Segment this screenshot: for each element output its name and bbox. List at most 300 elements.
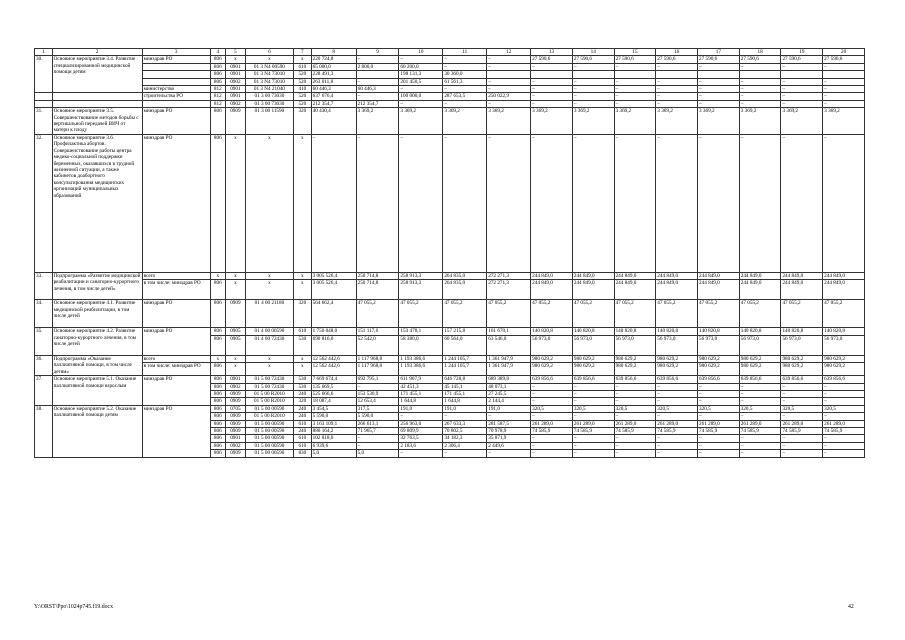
table-cell: 140 820,8	[572, 328, 614, 335]
table-cell: 1 361 947,9	[487, 363, 531, 376]
table-cell: 151 117,6	[356, 328, 399, 335]
table-cell: 3 369,2	[443, 108, 487, 135]
table-cell: 244 849,0	[781, 280, 823, 300]
table-cell: –	[356, 56, 399, 63]
table-cell	[698, 71, 740, 78]
table-cell: в том числе: минздрав РО	[142, 363, 210, 376]
table-cell: –	[531, 86, 573, 93]
table-cell: –	[572, 442, 614, 449]
table-cell: 320,5	[572, 405, 614, 412]
table-cell: –	[399, 450, 443, 457]
table-cell: Основное мероприятие 4.1. Развитие медицинской реабилитации, в том числе детей	[52, 300, 142, 328]
table-cell: 244 849,0	[531, 272, 573, 279]
table-cell: 320,5	[656, 405, 698, 412]
table-cell: 261 289,0	[531, 420, 573, 427]
table-cell: 47 055,2	[698, 300, 740, 328]
header-cell: 4	[210, 49, 225, 56]
table-cell: –	[572, 63, 614, 70]
table-cell: 12 562 442,6	[311, 363, 356, 376]
table-cell: x	[245, 355, 293, 362]
table-cell: 261 289,0	[739, 420, 781, 427]
table-cell: 317,5	[356, 405, 399, 412]
table-cell: 74 585,9	[823, 427, 865, 434]
table-cell: 610	[294, 435, 312, 442]
table-cell: 980 629,2	[656, 355, 698, 362]
table-cell: 74 585,9	[614, 427, 656, 434]
table-cell: 7 669 674,4	[311, 376, 356, 383]
table-cell: 153 478,1	[399, 328, 443, 335]
table-cell: –	[531, 100, 573, 107]
table-cell: –	[823, 450, 865, 457]
table-cell: 320	[294, 300, 312, 328]
table-cell: 140 820,8	[823, 328, 865, 335]
table-cell: –	[531, 383, 573, 390]
header-cell: 13	[531, 49, 573, 56]
table-cell: –	[698, 383, 740, 390]
table-cell: –	[823, 390, 865, 397]
table-cell: –	[656, 413, 698, 420]
table-cell: 01 4 00 72430	[245, 335, 293, 355]
table-cell	[614, 71, 656, 78]
table-cell: 0909	[226, 413, 246, 420]
table-row	[35, 134, 865, 272]
table-cell: x	[294, 272, 312, 279]
table-row	[35, 328, 865, 335]
table-cell: 0909	[226, 300, 246, 328]
table-cell: минздрав РО	[142, 300, 210, 328]
table-cell: –	[698, 93, 740, 100]
table-cell: x	[294, 134, 312, 272]
table-cell: 610	[294, 442, 312, 449]
table-cell: 01 5 00 00590	[245, 405, 293, 412]
header-cell: 6	[245, 49, 293, 56]
table-cell: 520	[294, 100, 312, 107]
table-cell: –	[781, 86, 823, 93]
table-row	[35, 405, 865, 412]
table-cell: 806	[210, 134, 225, 272]
table-cell: –	[656, 78, 698, 85]
table-cell: министерство	[142, 86, 210, 93]
table-cell: 01 3 N4 00590	[245, 63, 293, 70]
table-cell: 0905	[226, 328, 246, 335]
table-cell: 140 820,8	[656, 328, 698, 335]
table-cell: x	[294, 280, 312, 300]
table-cell: –	[698, 63, 740, 70]
table-cell: 212 354,7	[311, 100, 356, 107]
table-cell: 74 585,9	[572, 427, 614, 434]
table-cell: 244 849,0	[656, 280, 698, 300]
table-cell: –	[698, 442, 740, 449]
table-cell: 3 369,2	[656, 108, 698, 135]
table-cell: 244 849,0	[781, 272, 823, 279]
table-cell: 637 676,4	[311, 93, 356, 100]
table-cell	[142, 63, 210, 70]
table-cell: –	[614, 63, 656, 70]
table-cell: 140 820,8	[739, 328, 781, 335]
table-cell: –	[572, 134, 614, 272]
table-cell: 530	[294, 335, 312, 355]
table-cell: –	[739, 86, 781, 93]
table-cell: –	[739, 435, 781, 442]
table-cell: 47 055,2	[443, 300, 487, 328]
table-cell: –	[656, 63, 698, 70]
table-cell: 01 3 00 73030	[245, 93, 293, 100]
table-cell: 71 965,7	[356, 427, 399, 434]
table-cell: 27 590,6	[614, 56, 656, 63]
header-cell: 7	[294, 49, 312, 56]
table-cell: –	[739, 450, 781, 457]
table-cell: –	[531, 442, 573, 449]
table-cell: 244 849,0	[572, 272, 614, 279]
table-cell	[35, 93, 53, 100]
table-cell: –	[739, 442, 781, 449]
table-cell: –	[443, 413, 487, 420]
table-cell: 42 451,3	[399, 383, 443, 390]
file-path-footer: Y:\ORST\Ppo\1024p745.f19.docx	[34, 604, 114, 610]
table-cell: 171 455,1	[399, 390, 443, 397]
table-cell: 611 907,9	[399, 376, 443, 383]
table-cell: 281 587,5	[487, 420, 531, 427]
table-cell: –	[781, 413, 823, 420]
table-cell: 01 5 00 R2010	[245, 390, 293, 397]
table-cell: 56 973,0	[823, 335, 865, 355]
table-cell: –	[572, 450, 614, 457]
table-cell: 1 361 947,9	[487, 355, 531, 362]
table-cell: 267 633,3	[443, 420, 487, 427]
table-cell: в том числе: минздрав РО	[142, 280, 210, 300]
table-cell: 0902	[226, 78, 246, 85]
table-cell: 34 182,3	[443, 435, 487, 442]
table-cell: 3 369,2	[698, 108, 740, 135]
table-cell: –	[614, 413, 656, 420]
table-row	[35, 376, 865, 383]
table-cell: 2 800,0	[356, 63, 399, 70]
table-cell: 3 369,2	[572, 108, 614, 135]
table-cell: 806	[210, 56, 225, 63]
table-cell: –	[656, 93, 698, 100]
table-cell: –	[487, 78, 531, 85]
table-cell: 244 849,0	[614, 272, 656, 279]
table-cell: –	[443, 450, 487, 457]
table-cell: –	[698, 450, 740, 457]
table-cell	[739, 71, 781, 78]
table-cell: 980 629,2	[531, 363, 573, 376]
table-cell: 153 530,9	[356, 390, 399, 397]
table-cell: 220 724,8	[311, 56, 356, 63]
table-cell: –	[614, 450, 656, 457]
table-cell: 610	[294, 328, 312, 335]
table-cell: 806	[210, 398, 225, 405]
table-cell: 240	[294, 427, 312, 434]
table-cell: –	[531, 398, 573, 405]
table-cell: –	[781, 63, 823, 70]
table-cell: 980 629,2	[739, 363, 781, 376]
table-cell: –	[399, 100, 443, 107]
table-cell: –	[781, 390, 823, 397]
table-cell: 140 820,8	[698, 328, 740, 335]
table-cell	[142, 100, 210, 107]
header-cell: 14	[572, 49, 614, 56]
table-cell: –	[572, 93, 614, 100]
table-cell: 27 590,6	[531, 56, 573, 63]
table-cell: 806	[210, 335, 225, 355]
table-cell: 27 590,6	[656, 56, 698, 63]
table-cell: 01 5 00 72430	[245, 383, 293, 390]
table-cell: 812	[210, 86, 225, 93]
table-cell: 3 369,2	[487, 108, 531, 135]
table-cell: 530	[294, 383, 312, 390]
header-cell: 15	[614, 49, 656, 56]
table-cell: 74 585,9	[656, 427, 698, 434]
table-cell: Основное мероприятие 3.6. Профилактика абортов. Совершенствование работы центра медико-социальной поддержки беременных, оказавшихся в трудной жизненной ситуации, а также кабинетов доабортного консультирования медицинских организаций муниципальных образований	[52, 134, 142, 272]
table-row	[35, 272, 865, 279]
table-cell: 244 849,0	[698, 272, 740, 279]
table-cell: 0909	[226, 108, 246, 135]
table-cell: 32.	[35, 134, 53, 272]
table-cell: 806	[210, 71, 225, 78]
table-cell: 980 629,2	[531, 355, 573, 362]
table-body	[35, 49, 865, 458]
table-cell: –	[656, 100, 698, 107]
table-cell: 35 871,9	[487, 435, 531, 442]
table-cell: 0902	[226, 383, 246, 390]
table-cell: 60 446,3	[356, 86, 399, 93]
table-cell: 3 369,2	[739, 108, 781, 135]
table-cell: –	[356, 383, 399, 390]
table-cell: 5 590,0	[356, 413, 399, 420]
table-cell: 47 055,2	[656, 300, 698, 328]
table-cell	[356, 71, 399, 78]
table-cell: –	[399, 86, 443, 93]
table-cell: 31.	[35, 108, 53, 135]
table-cell: –	[656, 398, 698, 405]
table-cell: –	[823, 398, 865, 405]
table-cell: 191,0	[443, 405, 487, 412]
table-cell: 610	[294, 420, 312, 427]
header-cell: 17	[698, 49, 740, 56]
table-row	[35, 93, 865, 100]
table-cell: –	[443, 63, 487, 70]
table-cell: 639 856,6	[781, 376, 823, 383]
table-row	[35, 300, 865, 328]
table-cell: 639 856,6	[572, 376, 614, 383]
table-cell: 689 389,8	[487, 376, 531, 383]
table-cell: 639 856,6	[698, 376, 740, 383]
table-cell: 191,0	[487, 405, 531, 412]
table-cell: –	[781, 100, 823, 107]
table-cell: 74 585,9	[531, 427, 573, 434]
table-cell	[142, 78, 210, 85]
table-cell: 47 055,2	[823, 300, 865, 328]
table-cell: –	[531, 413, 573, 420]
budget-table	[34, 48, 865, 458]
table-cell: 525 666,6	[311, 390, 356, 397]
table-cell: 263 011,8	[311, 78, 356, 85]
table-cell: 410	[294, 86, 312, 93]
table-cell: минздрав РО	[142, 405, 210, 457]
table-cell: 272 271,3	[487, 272, 531, 279]
table-cell: 564 662,4	[311, 300, 356, 328]
table-cell: 38.	[35, 405, 53, 457]
table-cell: –	[572, 398, 614, 405]
table-cell: –	[443, 86, 487, 93]
table-cell: x	[245, 363, 293, 376]
table-cell: 01 5 00 72430	[245, 376, 293, 383]
table-cell: 01 5 00 00590	[245, 420, 293, 427]
table-cell: 56 973,0	[614, 335, 656, 355]
table-cell: –	[781, 398, 823, 405]
table-cell: –	[823, 413, 865, 420]
header-cell: 8	[311, 49, 356, 56]
table-cell: 806	[210, 420, 225, 427]
table-cell: 240	[294, 413, 312, 420]
table-cell: 47 055,2	[356, 300, 399, 328]
table-cell: –	[572, 78, 614, 85]
table-cell: –	[739, 63, 781, 70]
table-cell: 240	[294, 405, 312, 412]
table-cell: 320,5	[823, 405, 865, 412]
table-cell: 47 055,2	[739, 300, 781, 328]
table-cell: 240	[294, 390, 312, 397]
table-cell: –	[487, 63, 531, 70]
table-cell: 261 289,0	[823, 420, 865, 427]
table-cell: –	[656, 134, 698, 272]
table-cell: 70 802,5	[443, 427, 487, 434]
header-cell: 19	[781, 49, 823, 56]
table-cell: минздрав РО	[142, 134, 210, 272]
table-cell: –	[656, 390, 698, 397]
table-row	[35, 56, 865, 63]
table-cell: –	[531, 450, 573, 457]
table-cell: Основное мероприятие 5.2. Оказание паллиативной помощи детям	[52, 405, 142, 457]
table-cell: 3 163 109,1	[311, 420, 356, 427]
table-cell: 244 849,0	[698, 280, 740, 300]
table-cell: 63 546,0	[487, 335, 531, 355]
table-cell: –	[823, 63, 865, 70]
budget-table-sheet	[34, 48, 865, 458]
table-cell: –	[572, 435, 614, 442]
table-cell: –	[781, 93, 823, 100]
table-cell: –	[739, 78, 781, 85]
table-cell: 692 795,1	[356, 376, 399, 383]
table-cell: 639 856,6	[656, 376, 698, 383]
table-cell: 0909	[226, 390, 246, 397]
table-cell: –	[399, 56, 443, 63]
table-cell: –	[614, 390, 656, 397]
table-cell: –	[823, 134, 865, 272]
table-cell: 806	[210, 383, 225, 390]
table-cell: 980 629,2	[572, 355, 614, 362]
table-cell: x	[226, 363, 246, 376]
table-cell: –	[823, 442, 865, 449]
table-row	[35, 86, 865, 93]
table-cell: –	[823, 435, 865, 442]
table-cell: минздрав РО	[142, 56, 210, 63]
table-cell: 806	[210, 405, 225, 412]
table-cell: 980 629,2	[614, 363, 656, 376]
table-cell: x	[226, 355, 246, 362]
table-cell: –	[614, 442, 656, 449]
table-cell: 520	[294, 78, 312, 85]
table-cell: 806	[210, 442, 225, 449]
table-cell: –	[443, 100, 487, 107]
table-cell: 1 117 968,8	[356, 355, 399, 362]
table-cell: минздрав РО	[142, 328, 210, 355]
table-cell: 258 913,3	[399, 280, 443, 300]
table-cell: –	[781, 450, 823, 457]
table-cell: –	[739, 398, 781, 405]
table-cell: 980 629,2	[656, 363, 698, 376]
table-cell: –	[698, 413, 740, 420]
table-cell: –	[698, 134, 740, 272]
table-cell: 258 913,3	[399, 272, 443, 279]
table-cell: –	[356, 435, 399, 442]
table-cell: –	[698, 398, 740, 405]
table-cell: 60 564,0	[443, 335, 487, 355]
table-cell: 320,5	[781, 405, 823, 412]
table-cell: 806	[210, 363, 225, 376]
table-cell: –	[443, 56, 487, 63]
table-cell: 74 585,9	[781, 427, 823, 434]
table-cell: 261 289,0	[572, 420, 614, 427]
table-cell: 56 973,0	[739, 335, 781, 355]
table-row	[35, 63, 865, 70]
table-cell: 639 856,6	[531, 376, 573, 383]
table-cell: x	[210, 272, 225, 279]
table-cell: 3 369,2	[399, 108, 443, 135]
table-cell: 0909	[226, 398, 246, 405]
table-cell: Подпрограмма «Развитие медицинской реабилитации и санаторно-курортного лечения, в том числе детей»	[52, 272, 142, 299]
table-cell: 0901	[226, 376, 246, 383]
table-cell: 45 145,1	[443, 383, 487, 390]
table-cell: x	[226, 272, 246, 279]
table-cell: 65 000,0	[311, 63, 356, 70]
table-cell: 0901	[226, 63, 246, 70]
table-cell: 198 131,3	[399, 71, 443, 78]
table-cell: x	[245, 56, 293, 63]
table-cell: 250 022,9	[487, 93, 531, 100]
table-cell: 3 454,5	[311, 405, 356, 412]
table-cell: –	[739, 100, 781, 107]
table-cell	[823, 71, 865, 78]
table-cell: –	[487, 100, 531, 107]
table-cell: 250 714,8	[356, 280, 399, 300]
table-cell: 980 629,2	[614, 355, 656, 362]
table-cell: 830	[294, 450, 312, 457]
table-cell: 980 629,2	[781, 363, 823, 376]
header-cell: 9	[356, 49, 399, 56]
table-cell: 806	[210, 435, 225, 442]
table-cell: –	[823, 383, 865, 390]
table-cell: 266 613,1	[356, 420, 399, 427]
table-cell: 135 669,5	[311, 383, 356, 390]
table-cell: 01 3 N4 73010	[245, 71, 293, 78]
table-cell: 610	[294, 63, 312, 70]
table-row	[35, 280, 865, 300]
table-cell: 140 820,8	[781, 328, 823, 335]
table-cell: 01 5 00 R2010	[245, 413, 293, 420]
table-cell: 244 849,0	[531, 280, 573, 300]
table-cell: x	[226, 56, 246, 63]
table-cell: 244 849,0	[739, 280, 781, 300]
table-cell: 47 055,2	[572, 300, 614, 328]
table-cell: –	[443, 134, 487, 272]
table-cell: 980 629,2	[823, 355, 865, 362]
table-cell: 60 200,0	[399, 63, 443, 70]
table-cell: –	[656, 450, 698, 457]
table-cell	[35, 100, 53, 107]
table-cell: 0901	[226, 71, 246, 78]
